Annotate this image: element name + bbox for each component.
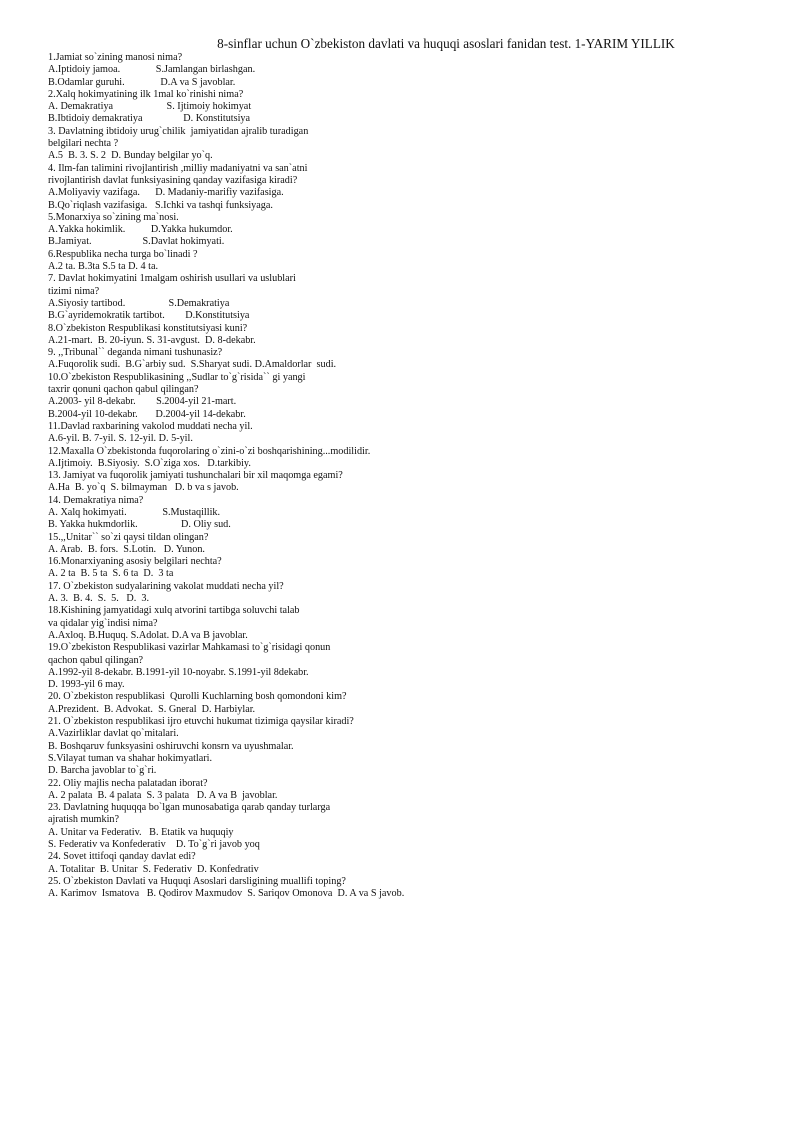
text-line: S. Federativ va Konfederativ D. To`g`ri javob yoq (48, 839, 260, 850)
text-line: A.21-mart. B. 20-iyun. S. 31-avgust. D. 8-dekabr. (48, 334, 256, 346)
text-line: ajratish mumkin? (48, 814, 120, 826)
text-line: B.G`ayridemokratik tartibot. D.Konstitutsiya (48, 310, 250, 322)
text-line: 15.,,Unitar`` so`zi qaysi tildan olingan? (48, 531, 209, 543)
text-line: B.Jamiyat. S.Davlat hokimyati. (48, 236, 225, 248)
text-line: qachon qabul qilingan? (48, 654, 144, 666)
text-line: 17. O`zbekiston sudyalarining vakolat muddati necha yil? (48, 580, 284, 592)
text-line: 19.O`zbekiston Respublikasi vazirlar Mahkamasi to`g`risidagi qonun (48, 642, 331, 654)
text-line: A.Moliyaviy vazifaga. D. Madaniy-marifiy vazifasiga. (48, 187, 284, 199)
text-line: 25. O`zbekiston Davlati va Huquqi Asoslari darsligining muallifi toping? (48, 875, 346, 887)
text-line: A. Arab. B. fors. S.Lotin. D. Yunon. (48, 543, 205, 555)
text-line: 2.Xalq hokimyatining ilk 1mal ko`rinishi nima? (48, 88, 244, 100)
text-line: A.Ijtimoiy. B.Siyosiy. S.O`ziga xos. D.tarkibiy. (48, 457, 251, 469)
text-line: D. Barcha javoblar to`g`ri. (48, 765, 157, 777)
text-line: 20. O`zbekiston respublikasi Qurolli Kuchlarning bosh qomondoni kim? (48, 691, 347, 703)
text-line: A.6-yil. B. 7-yil. S. 12-yil. D. 5-yil. (48, 433, 193, 445)
text-line: 10.O`zbekiston Respublikasining ,,Sudlar to`g`risida`` gi yangi (48, 371, 306, 383)
text-line: A.Siyosiy tartibod. S.Demakratiya (48, 297, 230, 309)
text-line: 6.Respublika necha turga bo`linadi ? (48, 248, 198, 260)
text-line: rivojlantirish davlat funksiyasining qanday vazifasiga kiradi? (48, 174, 298, 186)
text-line: A. 2 ta B. 5 ta S. 6 ta D. 3 ta (48, 568, 174, 580)
text-line: tizimi nima? (48, 285, 100, 297)
text-line: A. Unitar va Federativ. B. Etatik va huquqiy (48, 826, 234, 838)
text-line: 16.Monarxiyaning asosiy belgilari nechta? (48, 556, 222, 568)
text-line: 13. Jamiyat va fuqorolik jamiyati tushunchalari bir xil maqomga egami? (48, 470, 343, 482)
text-line: A.Vazirliklar davlat qo`mitalari. (48, 728, 179, 740)
text-line: A.Prezident. B. Advokat. S. Gneral D. Harbiylar. (48, 703, 256, 715)
text-line: 18.Kishining jamyatidagi xulq atvorini tartibga soluvchi talab (48, 605, 300, 617)
text-line: S.Vilayat tuman va shahar hokimyatlari. (48, 752, 213, 764)
test-questions (48, 52, 768, 900)
text-line: va qidalar yig`indisi nima? (48, 617, 158, 629)
text-line: A.5 B. 3. S. 2 D. Bunday belgilar yo`q. (48, 150, 213, 162)
text-line: A. Totalitar B. Unitar S. Federativ D. Konfedrativ (48, 863, 259, 875)
text-line: belgilari nechta ? (48, 138, 119, 150)
text-line: A.Fuqorolik sudi. B.G`arbiy sud. S.Sharyat sudi. D.Amaldorlar sudi. (48, 359, 337, 371)
text-line: 11.Davlad raxbarining vakolod muddati necha yil. (48, 420, 253, 432)
text-line: 12.Maxalla O`zbekistonda fuqorolaring o`zini-o`zi boshqarishining...modilidir. (48, 445, 371, 457)
text-line: 14. Demakratiya nima? (48, 494, 144, 506)
text-line: 8.O`zbekiston Respublikasi konstitutsiyasi kuni? (48, 322, 248, 334)
text-line: A. 2 palata B. 4 palata S. 3 palata D. A va B javoblar. (48, 789, 278, 801)
text-line: 4. Ilm-fan talimini rivojlantirish ,milliy madaniyatni va san`atni (48, 162, 308, 174)
text-line: taxrir qonuni qachon qabul qilingan? (48, 384, 199, 396)
text-line: B.2004-yil 10-dekabr. D.2004-yil 14-dekabr. (48, 408, 246, 420)
text-line: A.Yakka hokimlik. D.Yakka hukumdor. (48, 224, 233, 236)
text-line: 21. O`zbekiston respublikasi ijro etuvchi hukumat tizimiga qaysilar kiradi? (48, 716, 354, 728)
text-line: B. Boshqaruv funksyasini oshiruvchi konsrn va uyushmalar. (48, 740, 294, 752)
text-line: 24. Sovet ittifoqi qanday davlat edi? (48, 851, 196, 863)
text-line: A. Xalq hokimyati. S.Mustaqillik. (48, 506, 221, 518)
document-title: 8-sinflar uchun O`zbekiston davlati va huquqi asoslari fanidan test. 1-YARIM YILLIK (217, 36, 675, 51)
text-line: B.Ibtidoiy demakratiya D. Konstitutsiya (48, 113, 251, 125)
text-line: 22. Oliy majlis necha palatadan iborat? (48, 777, 208, 789)
text-line: D. 1993-yil 6 may. (48, 679, 125, 691)
text-line: A. Karimov Ismatova B. Qodirov Maxmudov S. Sariqov Omonova D. A va S javob. (48, 888, 405, 900)
text-line: 23. Davlatning huquqqa bo`lgan munosabatiga qarab qanday turlarga (48, 802, 331, 814)
text-line: 9. ,,Tribunal`` deganda nimani tushunasiz? (48, 347, 223, 359)
text-line: 7. Davlat hokimyatini 1malgam oshirish usullari va uslublari (48, 273, 296, 285)
text-line: 1.Jamiat so`zining manosi nima? (48, 52, 183, 63)
text-line: 3. Davlatning ibtidoiy urug`chilik jamiyatidan ajralib turadigan (48, 125, 309, 137)
text-line: B.Odamlar guruhi. D.A va S javoblar. (48, 76, 236, 88)
text-line: A.Iptidoiy jamoa. S.Jamlangan birlashgan. (48, 64, 256, 76)
text-line: A.1992-yil 8-dekabr. B.1991-yil 10-noyabr. S.1991-yil 8dekabr. (48, 666, 309, 678)
text-line: A. Demakratiya S. Ijtimoiy hokimyat (48, 101, 252, 113)
text-line: A.2003- yil 8-dekabr. S.2004-yil 21-mart. (48, 396, 237, 408)
text-line: A. 3. B. 4. S. 5. D. 3. (48, 593, 150, 605)
text-line: A.Ha B. yo`q S. bilmayman D. b va s javob. (48, 482, 239, 494)
text-line: B. Yakka hukmdorlik. D. Oliy sud. (48, 519, 231, 531)
text-line: B.Qo`riqlash vazifasiga. S.Ichki va tashqi funksiyaga. (48, 199, 273, 211)
text-line: A.2 ta. B.3ta S.5 ta D. 4 ta. (48, 261, 159, 273)
text-line: 5.Monarxiya so`zining ma`nosi. (48, 211, 179, 223)
text-line: A.Axloq. B.Huquq. S.Adolat. D.A va B javoblar. (48, 629, 248, 641)
